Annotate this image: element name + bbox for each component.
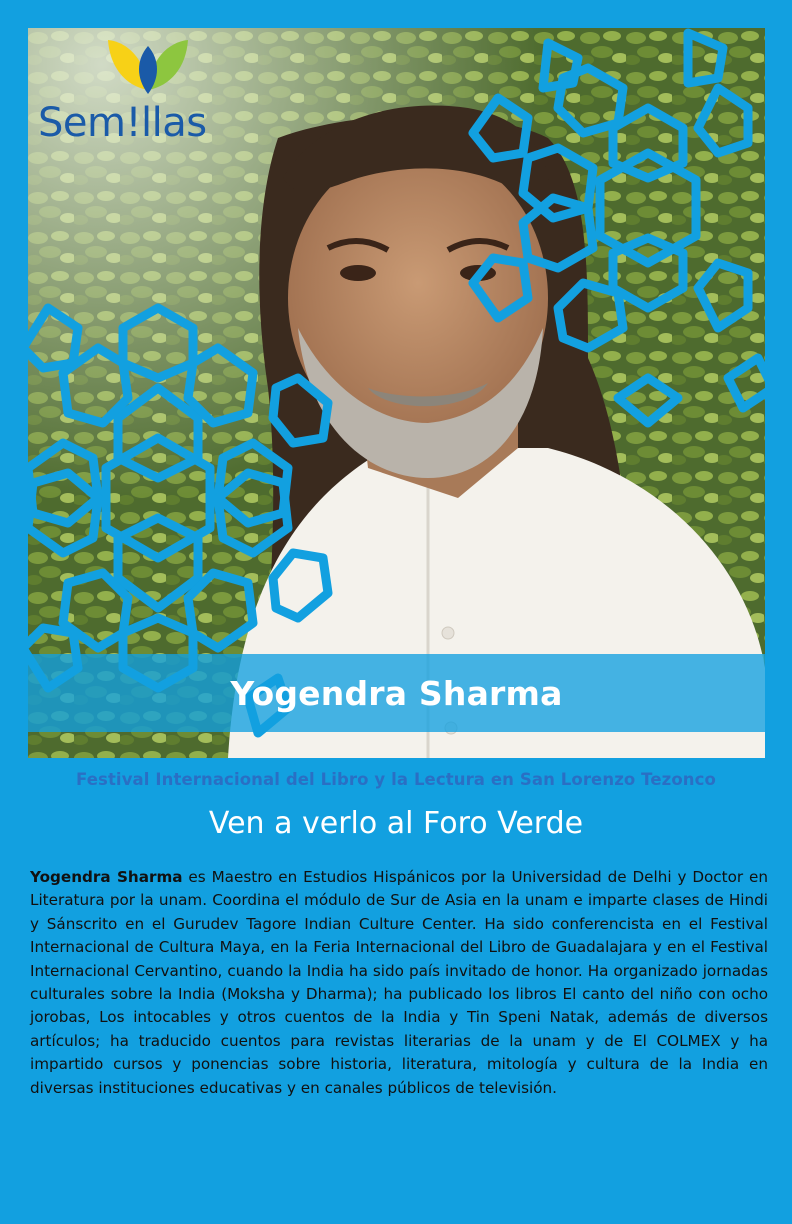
logo-text: Sem!llas — [38, 100, 207, 146]
speaker-name: Yogendra Sharma — [230, 673, 563, 713]
name-band — [28, 654, 765, 732]
leaf-logo-icon — [98, 38, 298, 98]
festival-title: Festival Internacional del Libro y la Lectura en San Lorenzo Tezonco — [76, 770, 716, 789]
bio-text: es Maestro en Estudios Hispánicos por la Universidad de Delhi y Doctor en Literatura por la unam. Coordina el módulo de Sur de Asia en la unam e imparte clases de Hindi y Sánscrito en el Gurudev Tagore Indian Culture Center. Ha sido conferencista en el Festival Internacional de Cultura Maya, en la Feria Internacional del Libro de Guadalajara y en el Festival Internacional Cervantino, cuando la India ha sido país invitado de honor. Ha organizado jornadas culturales sobre la India (Moksha y Dharma); ha publicado los libros El canto del niño con ocho jorobas, Los intocables y otros cuentos de la India y Tin Speni Natak, además de diversos artículos; ha traducido cuentos para revistas literarias de la unam y de El COLMEX y ha impartido cursos y ponencias sobre historia, literatura, mitología y cultura de la India en diversas instituciones educativas y en canales públicos de televisión. — [30, 868, 768, 1097]
bio-paragraph — [30, 866, 768, 1100]
semillas-logo — [38, 38, 238, 148]
headline: Ven a verlo al Foro Verde — [208, 806, 584, 841]
bio-name: Yogendra Sharma — [30, 868, 183, 886]
